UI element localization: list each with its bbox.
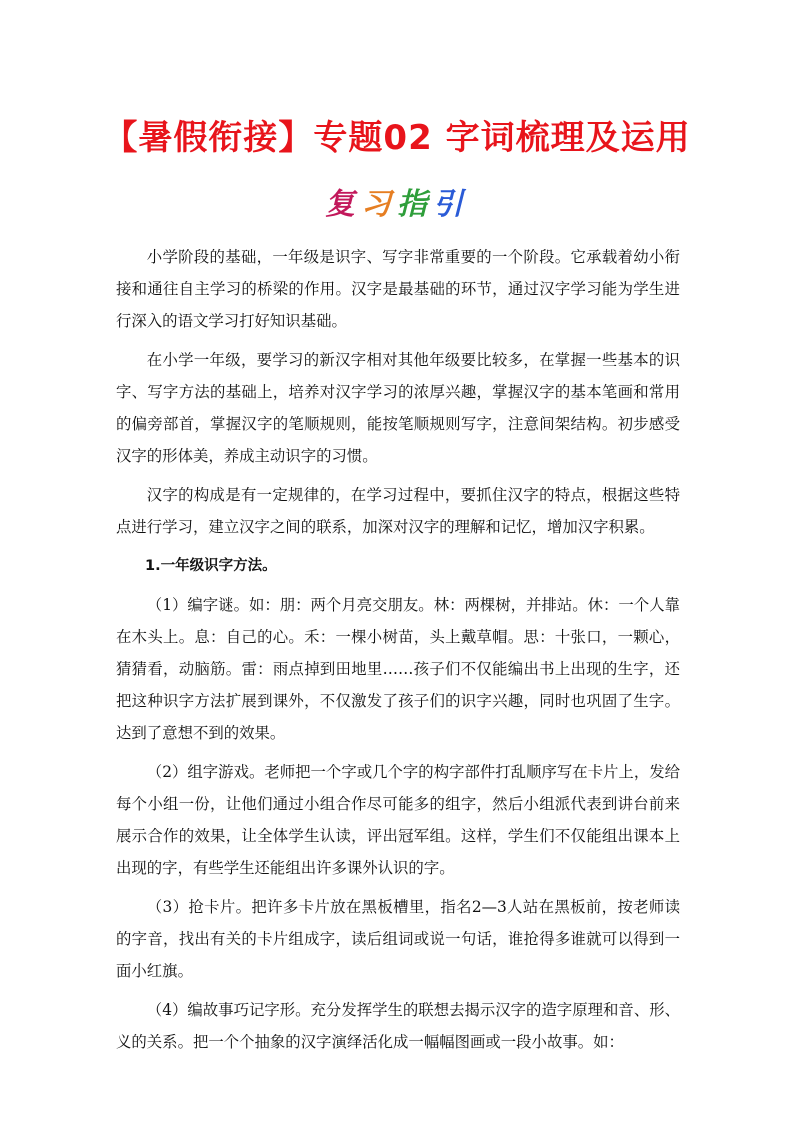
intro-paragraph: 汉字的构成是有一定规律的，在学习过程中，要抓住汉字的特点，根据这些特点进行学习，建立汉字之间的联系，加深对汉字的理解和记忆，增加汉字积累。 [116,486,680,536]
method-paragraph: （2）组字游戏。老师把一个字或几个字的构字部件打乱顺序写在卡片上，发给每个小组一份，让他们通过小组合作尽可能多的组字，然后小组派代表到讲台前来展示合作的效果，让全体学生认读，评出冠军组。这样，学生们不仅能组出课本上出现的字，有些学生还能组出许多课外认识的字。 [116,763,680,877]
banner-char: 复 [325,187,361,222]
banner-char: 引 [433,187,469,222]
document-body [116,241,680,1065]
banner-char: 习 [361,187,397,222]
section-heading: 1.一年级识字方法。 [145,558,277,574]
method-paragraph: （1）编字谜。如：朋：两个月亮交朋友。林：两棵树，并排站。休：一个人靠在木头上。息：自己的心。禾：一棵小树苗，头上戴草帽。思：十张口，一颗心，猜猜看，动脑筋。雷：雨点掉到田地里……孩子们不仅能编出书上出现的生字，还把这种识字方法扩展到课外，不仅激发了孩子们的识字兴趣，同时也巩固了生字。达到了意想不到的效果。 [116,596,680,742]
intro-paragraph: 在小学一年级，要学习的新汉字相对其他年级要比较多，在掌握一些基本的识字、写字方法的基础上，培养对汉字学习的浓厚兴趣，掌握汉字的基本笔画和常用的偏旁部首，掌握汉字的笔顺规则，能按笔顺规则写字，注意间架结构。初步感受汉字的形体美，养成主动识字的习惯。 [116,351,680,465]
intro-paragraph: 小学阶段的基础，一年级是识字、写字非常重要的一个阶段。它承载着幼小衔接和通往自主学习的桥梁的作用。汉字是最基础的环节，通过汉字学习能为学生进行深入的语文学习打好知识基础。 [116,248,680,330]
method-paragraph: （4）编故事巧记字形。充分发挥学生的联想去揭示汉字的造字原理和音、形、义的关系。把一个个抽象的汉字演绎活化成一幅幅图画或一段小故事。如： [116,1001,680,1051]
banner-char: 指 [397,187,433,222]
document-title: 【暑假衔接】专题02 字词梳理及运用 [103,118,691,158]
method-paragraph: （3）抢卡片。把许多卡片放在黑板槽里，指名2—3人站在黑板前，按老师读的字音，找出有关的卡片组成字，读后组词或说一句话，谁抢得多谁就可以得到一面小红旗。 [116,898,680,980]
review-guide-banner [0,187,794,222]
